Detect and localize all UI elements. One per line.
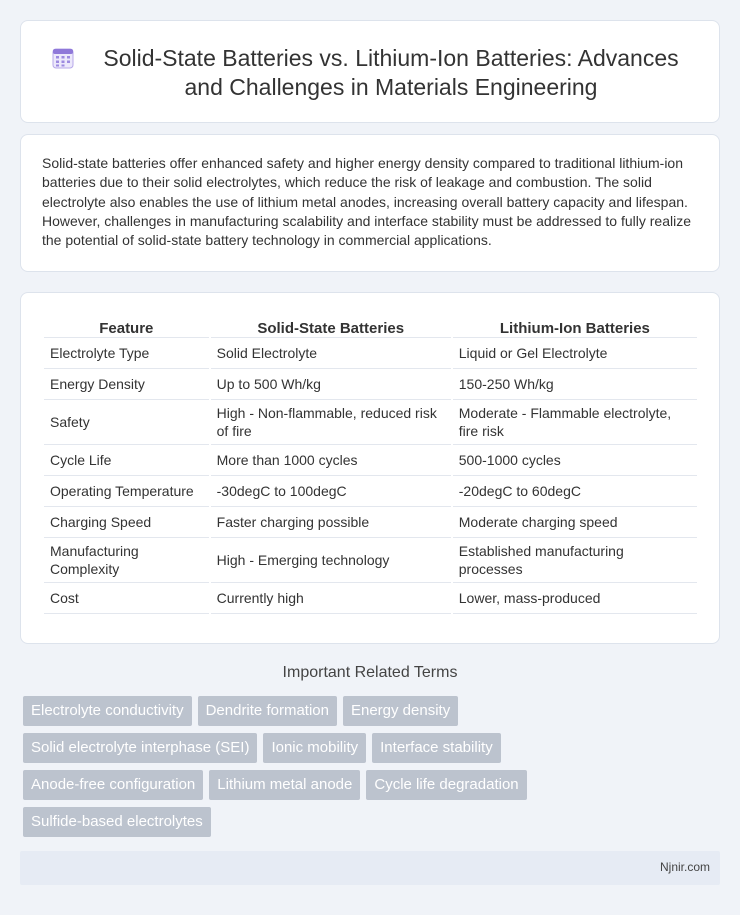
related-term-tag[interactable]: Energy density xyxy=(343,696,458,726)
table-cell: Solid Electrolyte xyxy=(211,338,451,369)
table-row xyxy=(44,507,697,538)
table-cell: Manufacturing Complexity xyxy=(44,538,209,583)
related-term-tag[interactable]: Solid electrolyte interphase (SEI) xyxy=(23,733,257,763)
table-cell: Up to 500 Wh/kg xyxy=(211,369,451,400)
table-cell: Charging Speed xyxy=(44,507,209,538)
table-cell: Energy Density xyxy=(44,369,209,400)
table-row xyxy=(44,369,697,400)
table-row xyxy=(44,400,697,445)
table-cell: High - Emerging technology xyxy=(211,538,451,583)
related-terms-heading: Important Related Terms xyxy=(282,664,458,681)
table-cell: Moderate charging speed xyxy=(453,507,697,538)
related-term-tag[interactable]: Cycle life degradation xyxy=(366,770,526,800)
intro-card xyxy=(20,134,720,272)
table-cell: Safety xyxy=(44,400,209,445)
table-cell: High - Non-flammable, reduced risk of fire xyxy=(211,400,451,445)
table-cell: -20degC to 60degC xyxy=(453,476,697,507)
title-card xyxy=(20,20,720,123)
table-cell: Liquid or Gel Electrolyte xyxy=(453,338,697,369)
table-cell: Cost xyxy=(44,583,209,614)
footer xyxy=(20,851,720,885)
related-term-tag[interactable]: Lithium metal anode xyxy=(209,770,360,800)
table-cell: Lower, mass-produced xyxy=(453,583,697,614)
intro-paragraph: Solid-state batteries offer enhanced safety and higher energy density compared to traditional lithium-ion batteries due to their solid electrolytes, which reduce the risk of leakage and combustion. The solid electrolyte also enables the use of lithium metal anodes, increasing overall battery capacity and lifespan. However, challenges in manufacturing scalability and interface stability must be addressed to fully realize the potential of solid-state battery technology in commercial applications. xyxy=(42,155,692,249)
table-cell: Established manufacturing processes xyxy=(453,538,697,583)
page-title: Solid-State Batteries vs. Lithium-Ion Batteries: Advances and Challenges in Materials Engineering xyxy=(103,45,679,100)
related-terms-list xyxy=(23,696,623,844)
column-header: Feature xyxy=(44,316,209,338)
table-cell: -30degC to 100degC xyxy=(211,476,451,507)
related-term-tag[interactable]: Sulfide-based electrolytes xyxy=(23,807,211,837)
related-term-tag[interactable]: Anode-free configuration xyxy=(23,770,203,800)
table-cell: 150-250 Wh/kg xyxy=(453,369,697,400)
comparison-table xyxy=(42,316,699,614)
footer-site-name[interactable]: Njnir.com xyxy=(659,860,710,874)
table-row xyxy=(44,583,697,614)
table-cell: Currently high xyxy=(211,583,451,614)
table-cell: Cycle Life xyxy=(44,445,209,476)
table-cell: Moderate - Flammable electrolyte, fire risk xyxy=(453,400,697,445)
table-cell: Faster charging possible xyxy=(211,507,451,538)
table-row xyxy=(44,338,697,369)
column-header: Lithium-Ion Batteries xyxy=(453,316,697,338)
column-header: Solid-State Batteries xyxy=(211,316,451,338)
table-row xyxy=(44,445,697,476)
comparison-table-card xyxy=(20,292,720,644)
table-cell: More than 1000 cycles xyxy=(211,445,451,476)
related-term-tag[interactable]: Ionic mobility xyxy=(263,733,366,763)
table-header-row xyxy=(44,316,697,338)
table-cell: Electrolyte Type xyxy=(44,338,209,369)
table-cell: 500-1000 cycles xyxy=(453,445,697,476)
table-cell: Operating Temperature xyxy=(44,476,209,507)
table-row xyxy=(44,538,697,583)
table-row xyxy=(44,476,697,507)
related-term-tag[interactable]: Electrolyte conductivity xyxy=(23,696,192,726)
related-term-tag[interactable]: Dendrite formation xyxy=(198,696,337,726)
related-term-tag[interactable]: Interface stability xyxy=(372,733,501,763)
